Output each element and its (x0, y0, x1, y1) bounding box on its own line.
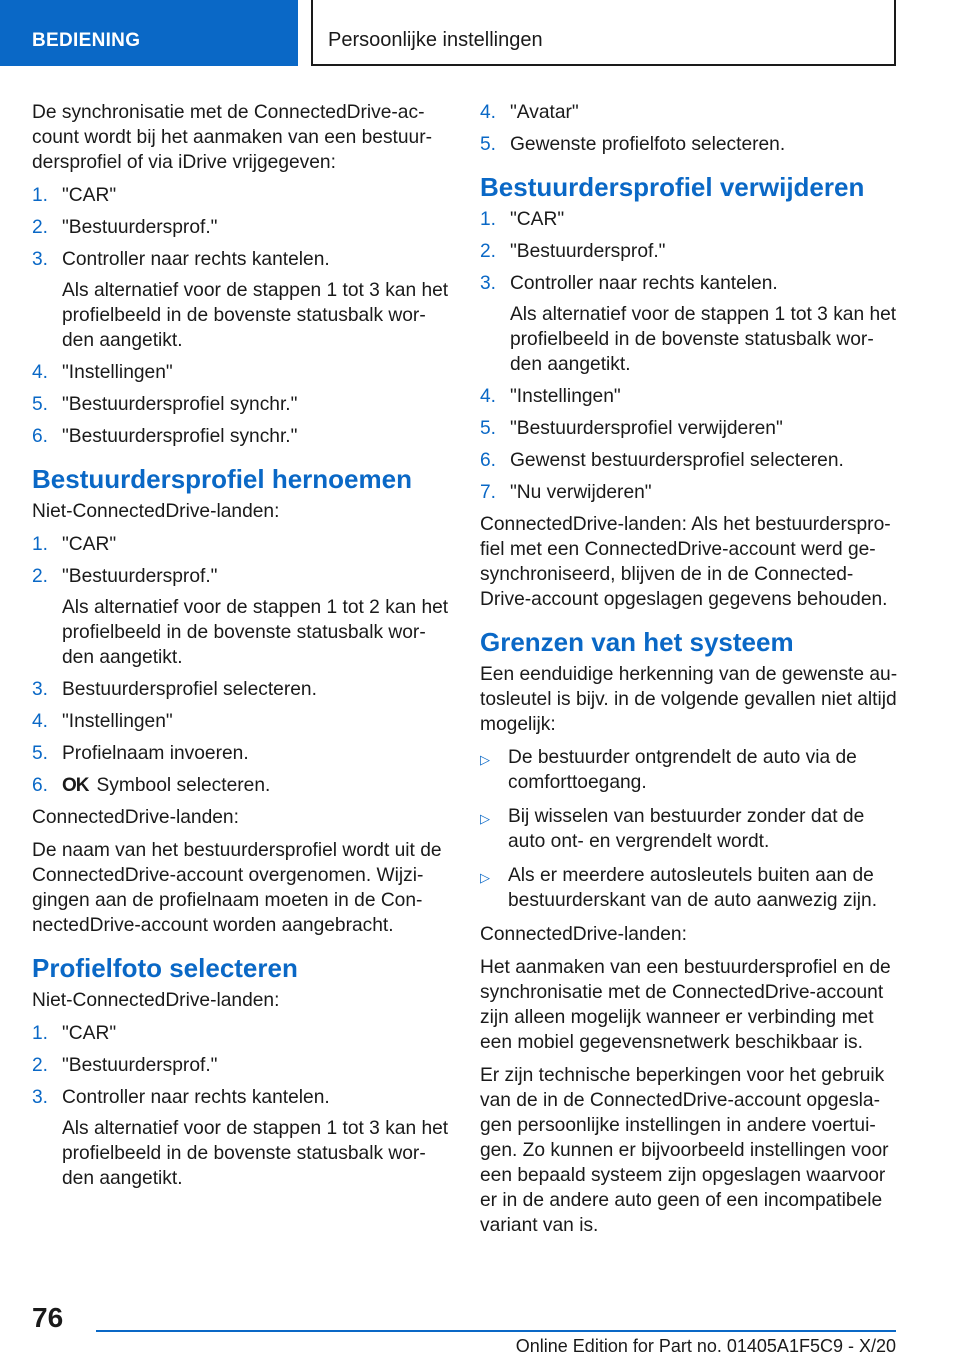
rename-heading: Bestuurdersprofiel hernoemen (32, 464, 412, 494)
step-number: 6. (480, 450, 497, 471)
rename-intro: Niet-ConnectedDrive-landen: (32, 501, 280, 522)
step-text: Gewenst bestuurdersprofiel selecteren. (510, 450, 844, 471)
bullet-text: De bestuurder ontgrendelt de auto via de comforttoegang. (508, 747, 857, 793)
step-text: Gewenste profielfoto selecteren. (510, 134, 786, 155)
step-note: Als alternatief voor de stappen 1 tot 3 kan het profielbeeld in de bovenste statusbalk wor-den aangetikt. (62, 1118, 449, 1189)
triangle-bullet-icon: ▷ (480, 870, 490, 885)
list-item (32, 741, 450, 766)
right-column (480, 100, 898, 1246)
list-item (480, 804, 898, 854)
list-item (32, 1053, 450, 1078)
list-item (480, 863, 898, 913)
step-number: 4. (480, 386, 497, 407)
list-item (32, 360, 450, 385)
list-item (480, 239, 898, 264)
step-text: "Bestuurdersprof." (62, 217, 218, 238)
list-item (32, 532, 450, 557)
step-number: 2. (32, 217, 49, 238)
step-text: Controller naar rechts kantelen. (62, 1087, 330, 1108)
step-number: 1. (32, 1023, 49, 1044)
step-text: Controller naar rechts kantelen. (510, 273, 778, 294)
step-number: 2. (32, 566, 49, 587)
step-number: 3. (32, 1087, 49, 1108)
left-column (32, 100, 450, 1198)
step-text: "Bestuurdersprofiel synchr." (62, 426, 298, 447)
cd-label: ConnectedDrive-landen: (32, 807, 239, 828)
triangle-bullet-icon: ▷ (480, 811, 490, 826)
photo-intro: Niet-ConnectedDrive-landen: (32, 990, 280, 1011)
step-number: 5. (480, 134, 497, 155)
sync-steps-list (32, 183, 450, 449)
step-number: 2. (32, 1055, 49, 1076)
footer-divider (96, 1330, 896, 1332)
step-number: 4. (480, 102, 497, 123)
list-item (32, 709, 450, 734)
step-number: 6. (32, 775, 49, 796)
list-item (32, 392, 450, 417)
cd-label-right: ConnectedDrive-landen: (480, 924, 687, 945)
list-item (32, 183, 450, 208)
cd-text-right-1: Het aanmaken van een bestuurdersprofiel en de synchronisatie met de ConnectedDrive-account zijn alleen mogelijk wanneer er verbinding met een mobiel gegevensnetwerk beschikbaar is. (480, 957, 891, 1053)
step-number: 3. (480, 273, 497, 294)
step-text: Profielnaam invoeren. (62, 743, 249, 764)
list-item (32, 677, 450, 702)
delete-steps-list (480, 207, 898, 505)
step-number: 1. (32, 185, 49, 206)
step-number: 6. (32, 426, 49, 447)
step-text: Bestuurdersprofiel selecteren. (62, 679, 317, 700)
step-text: "Instellingen" (62, 362, 173, 383)
step-text: "Bestuurdersprof." (62, 1055, 218, 1076)
section-tab: BEDIENING (0, 0, 298, 66)
limits-bullet-list (480, 745, 898, 913)
list-item (480, 132, 898, 157)
step-number: 5. (480, 418, 497, 439)
list-item (480, 480, 898, 505)
chapter-title: Persoonlijke instellingen (311, 0, 896, 66)
step-number: 3. (32, 249, 49, 270)
page-header (0, 0, 960, 66)
step-text: "Bestuurdersprofiel verwijderen" (510, 418, 783, 439)
cd-text: De naam van het bestuurdersprofiel wordt uit de ConnectedDrive-account overgenomen. Wijzi-gingen aan de profielnaam moeten in de Con-nectedDrive-account worden aangebracht. (32, 840, 442, 936)
step-number: 5. (32, 743, 49, 764)
triangle-bullet-icon: ▷ (480, 752, 490, 767)
step-text: "CAR" (62, 185, 117, 206)
delete-heading: Bestuurdersprofiel verwijderen (480, 172, 865, 202)
step-text: "CAR" (510, 209, 565, 230)
list-item (480, 448, 898, 473)
footer-edition: Online Edition for Part no. 01405A1F5C9 - X/20 (515, 1336, 896, 1356)
list-item (32, 564, 450, 670)
limits-intro: Een eenduidige herkenning van de gewenste au-tosleutel is bijv. in de volgende gevallen niet altijd mogelijk: (480, 664, 898, 735)
step-number: 5. (32, 394, 49, 415)
step-text: "CAR" (62, 1023, 117, 1044)
step-text: "Bestuurdersprof." (62, 566, 218, 587)
list-item (480, 100, 898, 125)
step-number: 4. (32, 711, 49, 732)
list-item (32, 1085, 450, 1191)
bullet-text: Bij wisselen van bestuurder zonder dat de auto ont- en vergrendelt wordt. (508, 806, 865, 852)
list-item (480, 745, 898, 795)
list-item (480, 384, 898, 409)
step-note: Als alternatief voor de stappen 1 tot 3 kan het profielbeeld in de bovenste statusbalk wor-den aangetikt. (510, 304, 897, 375)
step-text: Symbool selecteren. (96, 775, 271, 796)
step-note: Als alternatief voor de stappen 1 tot 3 kan het profielbeeld in de bovenste statusbalk wor-den aangetikt. (62, 280, 449, 351)
photo-steps-cont-list (480, 100, 898, 157)
photo-steps-list (32, 1021, 450, 1191)
step-text: "Instellingen" (510, 386, 621, 407)
photo-heading: Profielfoto selecteren (32, 953, 298, 983)
step-text: "Bestuurdersprof." (510, 241, 666, 262)
step-number: 1. (32, 534, 49, 555)
step-text: "Bestuurdersprofiel synchr." (62, 394, 298, 415)
step-text: "CAR" (62, 534, 117, 555)
list-item (32, 247, 450, 353)
step-number: 4. (32, 362, 49, 383)
list-item (480, 207, 898, 232)
step-number: 3. (32, 679, 49, 700)
rename-steps-list (32, 532, 450, 766)
step-text: "Nu verwijderen" (510, 482, 652, 503)
list-item (32, 215, 450, 240)
page-number: 76 (32, 1302, 64, 1333)
list-item (32, 424, 450, 449)
step-note: Als alternatief voor de stappen 1 tot 2 kan het profielbeeld in de bovenste statusbalk wor-den aangetikt. (62, 597, 449, 668)
list-item (480, 271, 898, 377)
step-number: 7. (480, 482, 497, 503)
bullet-text: Als er meerdere autosleutels buiten aan de bestuurderskant van de auto aanwezig zijn. (508, 865, 878, 911)
cd-text-right-2: Er zijn technische beperkingen voor het gebruik van de in de ConnectedDrive-account opgesla-gen persoonlijke instellingen in andere voertui-gen. Zo kunnen er bijvoorbeeld instellingen voor een bepaald systeem zijn opgeslagen waarvoor er in de andere auto geen of een incompatibele variant van is. (480, 1065, 889, 1236)
step-number: 1. (480, 209, 497, 230)
step-text: "Instellingen" (62, 711, 173, 732)
delete-note: ConnectedDrive-landen: Als het bestuurderspro-fiel met een ConnectedDrive-account werd ge-synchroniseerd, blijven de in de Connected-Drive-account opgeslagen gegevens behouden. (480, 514, 891, 610)
rename-step-6 (32, 773, 450, 798)
step-number: 2. (480, 241, 497, 262)
limits-heading: Grenzen van het systeem (480, 627, 794, 657)
list-item (32, 1021, 450, 1046)
list-item (480, 416, 898, 441)
step-text: "Avatar" (510, 102, 579, 123)
step-text: Controller naar rechts kantelen. (62, 249, 330, 270)
sync-intro: De synchronisatie met de ConnectedDrive-ac-count wordt bij het aanmaken van een bestuur-dersprofiel of via iDrive vrijgegeven: (32, 102, 432, 173)
ok-icon: OK (62, 775, 89, 796)
